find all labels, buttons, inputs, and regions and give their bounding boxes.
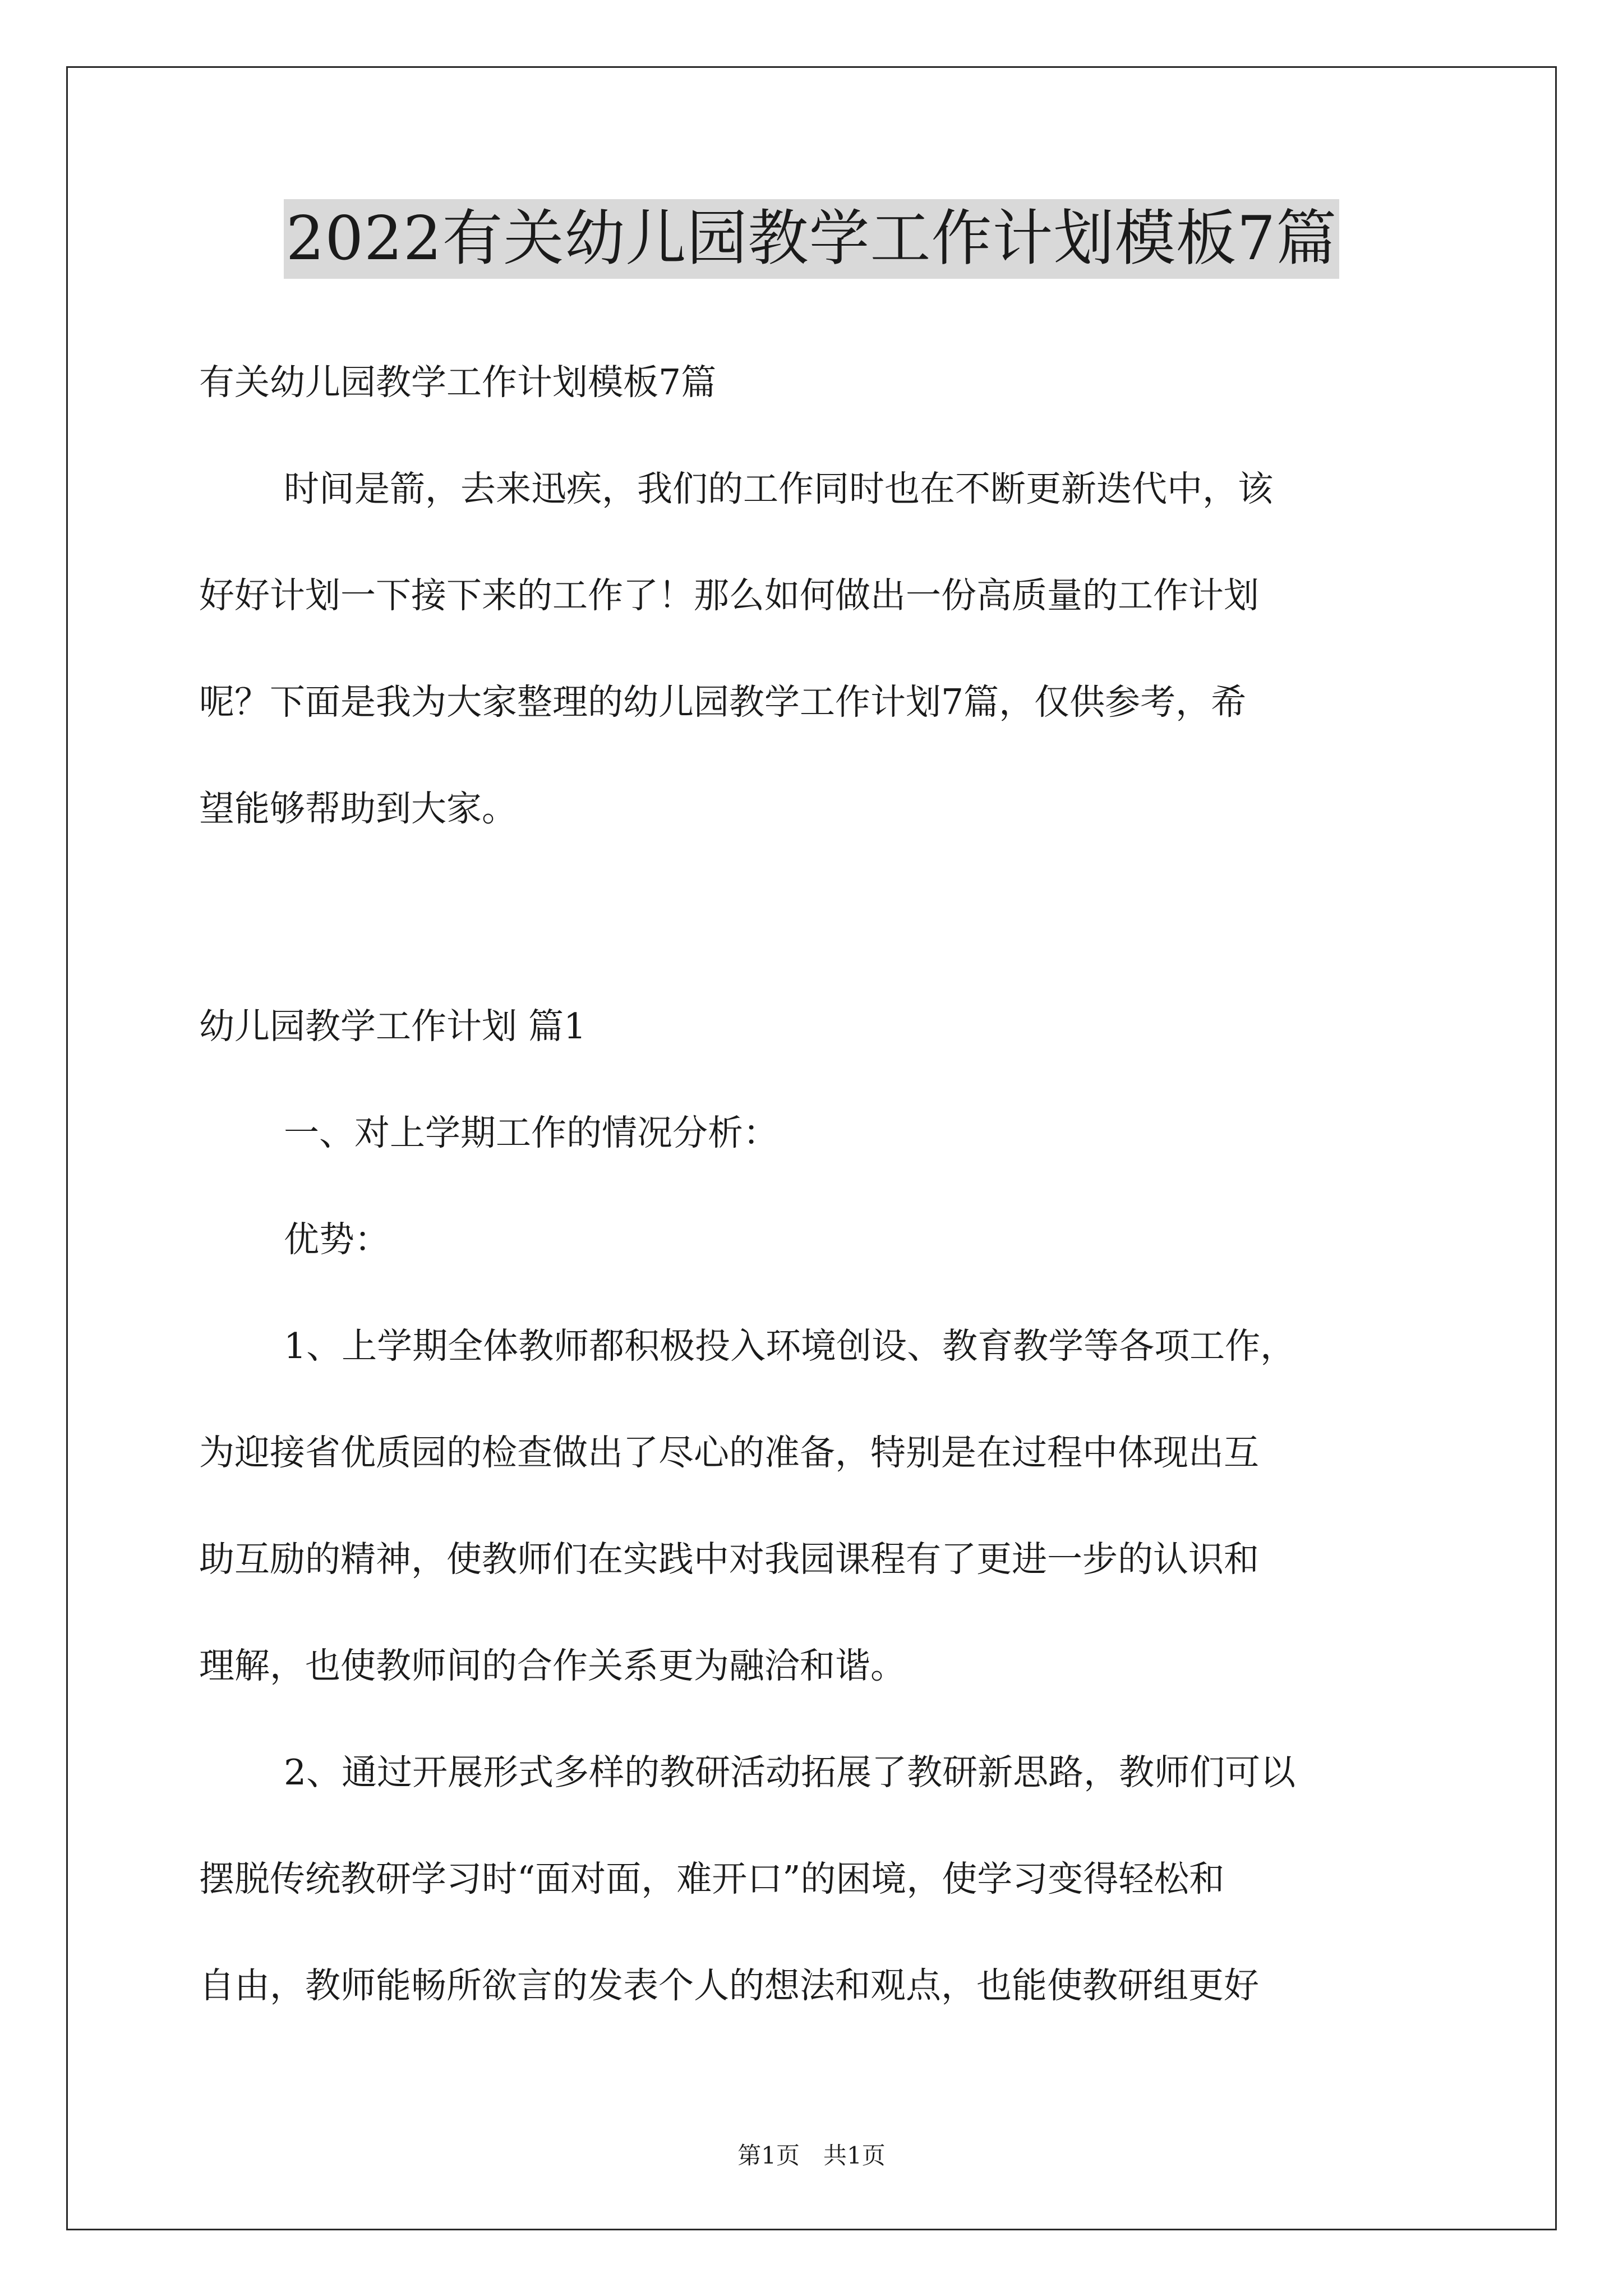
item2-line-1: 2、通过开展形式多样的教研活动拓展了教研新思路，教师们可以: [284, 1752, 1296, 1793]
item1-line-4: 理解，也使教师间的合作关系更为融洽和谐。: [199, 1645, 906, 1686]
intro-line-4: 望能够帮助到大家。: [199, 788, 517, 829]
intro-line-2: 好好计划一下接下来的工作了！那么如何做出一份高质量的工作计划: [199, 575, 1259, 616]
item1-line-3: 助互励的精神，使教师们在实践中对我园课程有了更进一步的认识和: [199, 1539, 1259, 1580]
advantages-label: 优势：: [284, 1219, 390, 1260]
item2-line-3: 自由，教师能畅所欲言的发表个人的想法和观点，也能使教研组更好: [199, 1965, 1259, 2006]
part-heading: 一、对上学期工作的情况分析：: [284, 1112, 778, 1153]
section-heading: 幼儿园教学工作计划 篇1: [199, 1006, 587, 1047]
page-footer: 第1页 共1页: [737, 2142, 886, 2169]
title-block: [0, 199, 1623, 279]
intro-line-3: 呢？下面是我为大家整理的幼儿园教学工作计划7篇，仅供参考，希: [199, 682, 1247, 723]
document-subtitle: 有关幼儿园教学工作计划模板7篇: [199, 362, 717, 403]
item2-line-2: 摆脱传统教研学习时“面对面，难开口”的困境，使学习变得轻松和: [199, 1858, 1225, 1899]
intro-line-1: 时间是箭，去来迅疾，我们的工作同时也在不断更新迭代中，该: [284, 468, 1273, 509]
item1-line-2: 为迎接省优质园的检查做出了尽心的准备，特别是在过程中体现出互: [199, 1432, 1259, 1473]
item1-line-1: 1、上学期全体教师都积极投入环境创设、教育教学等各项工作，: [284, 1326, 1296, 1366]
document-title: 2022有关幼儿园教学工作计划模板7篇: [284, 199, 1340, 279]
